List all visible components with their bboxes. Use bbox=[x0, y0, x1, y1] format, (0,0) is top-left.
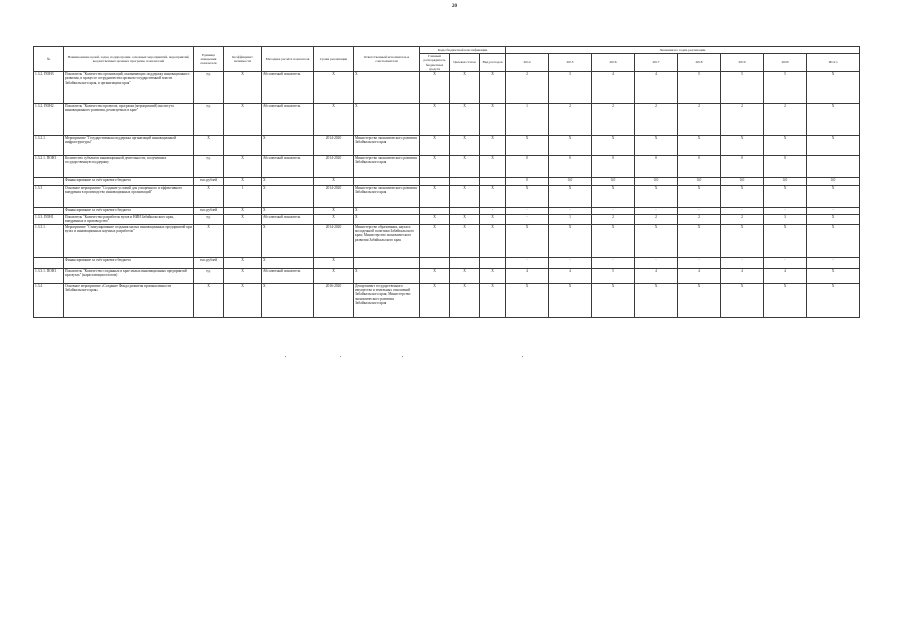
row-year-value: - bbox=[506, 257, 549, 268]
header-unit: Единица измерения показателя bbox=[194, 47, 224, 72]
row-number: 1.3.2. ПОН2 bbox=[34, 104, 64, 136]
row-coef: X bbox=[224, 156, 262, 178]
row-year-value: 4 bbox=[506, 268, 549, 283]
row-year-value: - bbox=[807, 208, 860, 215]
row-number bbox=[34, 257, 64, 268]
row-year-value: X bbox=[506, 283, 549, 317]
row-budget-code: X bbox=[450, 136, 480, 156]
table-row bbox=[34, 268, 860, 283]
header-year: 2015 bbox=[549, 54, 592, 72]
row-year-value: 0,0 bbox=[807, 178, 860, 186]
row-budget-code: X bbox=[480, 186, 506, 208]
row-executor: Министерство экономического развития Забайкальского края bbox=[354, 186, 420, 208]
row-number: 1.3.3.1. ПОН1 bbox=[34, 268, 64, 283]
row-coef: 1 bbox=[224, 186, 262, 208]
header-year: 2018 bbox=[678, 54, 721, 72]
row-period: X bbox=[314, 104, 354, 136]
row-year-value: 2 bbox=[635, 104, 678, 136]
header-budget-codes: Коды бюджетной классификации bbox=[420, 47, 506, 54]
row-year-value: X bbox=[635, 186, 678, 208]
row-year-value: X bbox=[721, 136, 764, 156]
row-method: Абсолютный показатель bbox=[262, 72, 314, 104]
row-period: X bbox=[314, 268, 354, 283]
row-unit: ед. bbox=[194, 156, 224, 178]
row-budget-code: X bbox=[420, 283, 450, 317]
row-period: X bbox=[314, 215, 354, 225]
row-number: 1.3.2.1. bbox=[34, 136, 64, 156]
row-name: Количество субъектов инновационной деятельности, получивших государственную поддержку bbox=[64, 156, 194, 178]
row-name: Финансирование за счёт краевого бюджета bbox=[64, 208, 194, 215]
row-number: 1.3.3. ПОН1 bbox=[34, 215, 64, 225]
row-budget-code: X bbox=[450, 283, 480, 317]
row-year-value: X bbox=[592, 283, 635, 317]
row-budget-code: X bbox=[420, 72, 450, 104]
row-year-value: 3 bbox=[764, 215, 807, 225]
header-year: 2017 bbox=[635, 54, 678, 72]
row-year-value: 1 bbox=[506, 104, 549, 136]
row-budget-code: X bbox=[450, 268, 480, 283]
row-name: Показатель "Количество созданных в крае малых инновационных предприятий при вузах" (нарастающим итогом) bbox=[64, 268, 194, 283]
row-budget-code: X bbox=[420, 215, 450, 225]
row-name: Показатель "Количество проектов, программ (мероприятий) института инновационного развития, реализуемых в крае" bbox=[64, 104, 194, 136]
row-executor bbox=[354, 178, 420, 186]
row-year-value: - bbox=[807, 257, 860, 268]
row-executor: X bbox=[354, 72, 420, 104]
row-year-value: 0,0 bbox=[592, 178, 635, 186]
row-year-value: X bbox=[807, 268, 860, 283]
row-budget-code: X bbox=[420, 186, 450, 208]
row-year-value: X bbox=[549, 186, 592, 208]
row-year-value: X bbox=[807, 215, 860, 225]
row-year-value: 0 bbox=[635, 156, 678, 178]
row-year-value: 4 bbox=[635, 268, 678, 283]
row-executor: Министерство образования, науки и молодежной политики Забайкальского края; Министерство экономического развития Забайкальского края bbox=[354, 224, 420, 257]
row-period: X bbox=[314, 72, 354, 104]
row-executor: X bbox=[354, 104, 420, 136]
row-budget-code: X bbox=[480, 136, 506, 156]
row-year-value: X bbox=[764, 224, 807, 257]
row-method: X bbox=[262, 186, 314, 208]
page-number: 20 bbox=[452, 4, 457, 9]
row-year-value: 0,0 bbox=[721, 178, 764, 186]
row-year-value: X bbox=[678, 283, 721, 317]
row-budget-code: X bbox=[480, 104, 506, 136]
row-year-value: X bbox=[678, 136, 721, 156]
row-year-value: 2 bbox=[764, 104, 807, 136]
table-row bbox=[34, 186, 860, 208]
row-year-value: - bbox=[635, 257, 678, 268]
row-year-value: - bbox=[592, 208, 635, 215]
row-method: Абсолютный показатель bbox=[262, 268, 314, 283]
header-period: Сроки реализации bbox=[314, 47, 354, 72]
row-coef: X bbox=[224, 178, 262, 186]
table-row bbox=[34, 215, 860, 225]
row-name: Показатель "Количество организаций, оказывающих поддержку инновационного развития, в процессе сотрудничества органов государственной власти Забайкальского края, в организациях края" bbox=[64, 72, 194, 104]
row-year-value: 5 bbox=[592, 268, 635, 283]
row-year-value: 0,0 bbox=[678, 178, 721, 186]
row-year-value: 0,0 bbox=[549, 178, 592, 186]
row-year-value: X bbox=[807, 283, 860, 317]
row-year-value: 4 bbox=[592, 72, 635, 104]
header-executor: Ответственный исполнитель и соисполнители bbox=[354, 47, 420, 72]
row-budget-code bbox=[450, 208, 480, 215]
row-year-value: - bbox=[635, 208, 678, 215]
row-year-value: 4 bbox=[635, 72, 678, 104]
row-unit: X bbox=[194, 283, 224, 317]
table-body bbox=[34, 72, 860, 318]
row-method: X bbox=[262, 283, 314, 317]
row-budget-code: X bbox=[450, 186, 480, 208]
row-year-value: X bbox=[678, 186, 721, 208]
row-method: X bbox=[262, 257, 314, 268]
row-coef: X bbox=[224, 208, 262, 215]
row-method: Абсолютный показатель bbox=[262, 156, 314, 178]
row-unit: ед. bbox=[194, 268, 224, 283]
row-name: Показатель "Количество разработок вузов и НИИ Забайкальского края, внедренных в производство" bbox=[64, 215, 194, 225]
row-method: X bbox=[262, 178, 314, 186]
row-year-value: X bbox=[721, 224, 764, 257]
row-budget-code bbox=[450, 178, 480, 186]
table-row bbox=[34, 208, 860, 215]
row-year-value: X bbox=[506, 224, 549, 257]
row-year-value: X bbox=[549, 283, 592, 317]
table-row bbox=[34, 136, 860, 156]
row-executor: X bbox=[354, 215, 420, 225]
scan-artifacts bbox=[0, 356, 905, 360]
header-values: Значения по годам реализации bbox=[506, 47, 860, 54]
row-year-value: X bbox=[635, 224, 678, 257]
row-year-value: - bbox=[506, 215, 549, 225]
row-executor: X bbox=[354, 268, 420, 283]
row-method: X bbox=[262, 136, 314, 156]
row-unit: X bbox=[194, 224, 224, 257]
row-budget-code: X bbox=[480, 156, 506, 178]
row-unit: тыс.рублей bbox=[194, 257, 224, 268]
row-method: X bbox=[262, 224, 314, 257]
header-name: Наименование целей, задач, подпрограмм, основных мероприятий, мероприятий, ведомственных целевых программ, показателей bbox=[64, 47, 194, 72]
row-coef bbox=[224, 224, 262, 257]
row-year-value: 0 bbox=[549, 156, 592, 178]
row-method: X bbox=[262, 208, 314, 215]
row-budget-code: - bbox=[480, 208, 506, 215]
table-row bbox=[34, 156, 860, 178]
table-row bbox=[34, 72, 860, 104]
row-period: 2014-2020 bbox=[314, 136, 354, 156]
table-row bbox=[34, 257, 860, 268]
row-period: 2014-2020 bbox=[314, 224, 354, 257]
row-year-value: 2 bbox=[635, 215, 678, 225]
row-year-value: X bbox=[807, 72, 860, 104]
row-budget-code: X bbox=[450, 215, 480, 225]
row-year-value: 0 bbox=[506, 156, 549, 178]
header-budget-code: Главный распорядитель бюджетных средств bbox=[420, 54, 450, 72]
row-unit: X bbox=[194, 186, 224, 208]
row-year-value: 4 bbox=[678, 268, 721, 283]
row-executor: X bbox=[354, 208, 420, 215]
row-year-value: 0 bbox=[506, 178, 549, 186]
row-budget-code bbox=[420, 208, 450, 215]
table-row bbox=[34, 104, 860, 136]
row-year-value: X bbox=[807, 104, 860, 136]
header-year: 2019 bbox=[721, 54, 764, 72]
header-year: 2016 bbox=[592, 54, 635, 72]
row-year-value: X bbox=[549, 136, 592, 156]
row-period: 2016-2020 bbox=[314, 283, 354, 317]
row-period: X bbox=[314, 257, 354, 268]
row-period: X bbox=[314, 208, 354, 215]
row-budget-code: X bbox=[480, 283, 506, 317]
table-row bbox=[34, 178, 860, 186]
row-year-value: - bbox=[592, 257, 635, 268]
row-year-value: 5 bbox=[721, 72, 764, 104]
row-year-value: X bbox=[807, 136, 860, 156]
row-year-value: 2 bbox=[721, 215, 764, 225]
row-coef: X bbox=[224, 283, 262, 317]
row-year-value: X bbox=[764, 186, 807, 208]
row-year-value: 0 bbox=[592, 156, 635, 178]
row-year-value: X bbox=[721, 186, 764, 208]
row-year-value: X bbox=[721, 283, 764, 317]
header-coef: Коэффициент значимости bbox=[224, 47, 262, 72]
row-year-value: 2 bbox=[678, 215, 721, 225]
row-year-value: X bbox=[635, 283, 678, 317]
header-year: Итого bbox=[807, 54, 860, 72]
row-year-value: - bbox=[721, 208, 764, 215]
row-year-value: 2 bbox=[506, 72, 549, 104]
table-header bbox=[34, 47, 860, 72]
header-num: № bbox=[34, 47, 64, 72]
row-name: Основное мероприятие «Создание Фонда развития промышленности Забайкальского края» bbox=[64, 283, 194, 317]
row-year-value: 2 bbox=[721, 104, 764, 136]
row-year-value: X bbox=[635, 136, 678, 156]
header-year: 2014 bbox=[506, 54, 549, 72]
row-period: 2014-2020 bbox=[314, 186, 354, 208]
row-year-value: 0 bbox=[721, 156, 764, 178]
row-year-value: 0 bbox=[764, 156, 807, 178]
row-number bbox=[34, 208, 64, 215]
row-budget-code: X bbox=[480, 224, 506, 257]
indicators-table bbox=[33, 46, 860, 318]
row-unit: ед. bbox=[194, 72, 224, 104]
row-budget-code bbox=[420, 257, 450, 268]
row-unit: тыс.рублей bbox=[194, 178, 224, 186]
row-budget-code: X bbox=[480, 215, 506, 225]
row-number bbox=[34, 178, 64, 186]
row-year-value: - bbox=[678, 257, 721, 268]
row-method: Абсолютный показатель bbox=[262, 104, 314, 136]
row-year-value: - bbox=[506, 208, 549, 215]
row-budget-code: X bbox=[450, 156, 480, 178]
row-unit: X bbox=[194, 136, 224, 156]
row-coef bbox=[224, 136, 262, 156]
row-budget-code: X bbox=[420, 104, 450, 136]
row-number: 1.3.2. ПОН3 bbox=[34, 72, 64, 104]
row-year-value: X bbox=[678, 224, 721, 257]
row-number: 1.3.3 bbox=[34, 186, 64, 208]
row-budget-code bbox=[450, 257, 480, 268]
row-year-value: 5 bbox=[764, 72, 807, 104]
row-budget-code: X bbox=[480, 268, 506, 283]
row-year-value: X bbox=[764, 283, 807, 317]
row-method: Абсолютный показатель bbox=[262, 215, 314, 225]
row-year-value: 2 bbox=[592, 215, 635, 225]
row-budget-code: X bbox=[480, 72, 506, 104]
row-year-value: X bbox=[592, 224, 635, 257]
row-period: X bbox=[314, 178, 354, 186]
row-year-value: X bbox=[807, 186, 860, 208]
row-budget-code: X bbox=[420, 224, 450, 257]
row-budget-code: X bbox=[450, 104, 480, 136]
row-year-value: 2 bbox=[549, 104, 592, 136]
row-unit: ед. bbox=[194, 215, 224, 225]
row-number: 1.3.3.1. bbox=[34, 224, 64, 257]
row-year-value: X bbox=[549, 224, 592, 257]
row-budget-code: X bbox=[420, 136, 450, 156]
row-year-value: X bbox=[807, 224, 860, 257]
table-row bbox=[34, 283, 860, 317]
table-row bbox=[34, 224, 860, 257]
row-year-value: - bbox=[549, 208, 592, 215]
row-year-value: 2 bbox=[592, 104, 635, 136]
row-year-value: 4 bbox=[549, 268, 592, 283]
row-coef: X bbox=[224, 104, 262, 136]
row-year-value: - bbox=[764, 208, 807, 215]
header-budget-code: Целевая статья bbox=[450, 54, 480, 72]
row-name: Мероприятие "Государственная поддержка организаций инновационной инфраструктуры" bbox=[64, 136, 194, 156]
row-year-value: 1 bbox=[549, 215, 592, 225]
row-executor bbox=[354, 257, 420, 268]
row-name: Основное мероприятие "Создание условий для ускоренного и эффективного внедрения в производство инновационных организаций" bbox=[64, 186, 194, 208]
header-budget-code: Вид расходов bbox=[480, 54, 506, 72]
row-year-value: 0,0 bbox=[635, 178, 678, 186]
row-year-value: X bbox=[592, 186, 635, 208]
row-year-value: 4 bbox=[721, 268, 764, 283]
row-budget-code: X bbox=[450, 224, 480, 257]
row-year-value: X bbox=[506, 136, 549, 156]
row-budget-code: X bbox=[420, 156, 450, 178]
row-period: 2014-2020 bbox=[314, 156, 354, 178]
row-budget-code: X bbox=[420, 268, 450, 283]
row-coef: X bbox=[224, 268, 262, 283]
row-year-value: 0 bbox=[678, 156, 721, 178]
row-budget-code bbox=[480, 257, 506, 268]
row-year-value bbox=[807, 156, 860, 178]
row-number: 1.3.2.1. ПОН1 bbox=[34, 156, 64, 178]
row-year-value: - bbox=[721, 257, 764, 268]
row-unit: тыс.рублей bbox=[194, 208, 224, 215]
row-name: Мероприятие "Стимулирование создания малых инновационных предприятий при вузах и инновационных научных разработок" bbox=[64, 224, 194, 257]
row-year-value: 3 bbox=[549, 72, 592, 104]
row-budget-code: X bbox=[450, 72, 480, 104]
row-year-value: 0,0 bbox=[764, 178, 807, 186]
row-year-value: 5 bbox=[678, 72, 721, 104]
row-year-value: X bbox=[764, 136, 807, 156]
row-coef: X bbox=[224, 72, 262, 104]
header-year: 2020 bbox=[764, 54, 807, 72]
row-coef: X bbox=[224, 215, 262, 225]
row-budget-code bbox=[420, 178, 450, 186]
row-name: Финансирование за счёт краевого бюджета bbox=[64, 178, 194, 186]
row-year-value: X bbox=[506, 186, 549, 208]
row-year-value: - bbox=[764, 257, 807, 268]
row-executor: Департамент государственного имущества и земельных отношений Забайкальского края; Министерство экономического развития Забайкальского края bbox=[354, 283, 420, 317]
row-executor: Министерство экономического развития Забайкальского края bbox=[354, 156, 420, 178]
row-number: 1.3.4 bbox=[34, 283, 64, 317]
row-year-value: - bbox=[549, 257, 592, 268]
row-unit: ед. bbox=[194, 104, 224, 136]
header-method: Методика расчёта показателя bbox=[262, 47, 314, 72]
row-budget-code bbox=[480, 178, 506, 186]
row-year-value: 2 bbox=[678, 104, 721, 136]
row-coef: X bbox=[224, 257, 262, 268]
row-year-value: 4 bbox=[764, 268, 807, 283]
row-executor: Министерство экономического развития Забайкальского края bbox=[354, 136, 420, 156]
row-year-value: X bbox=[592, 136, 635, 156]
row-year-value: - bbox=[678, 208, 721, 215]
row-name: Финансирование за счёт краевого бюджета bbox=[64, 257, 194, 268]
